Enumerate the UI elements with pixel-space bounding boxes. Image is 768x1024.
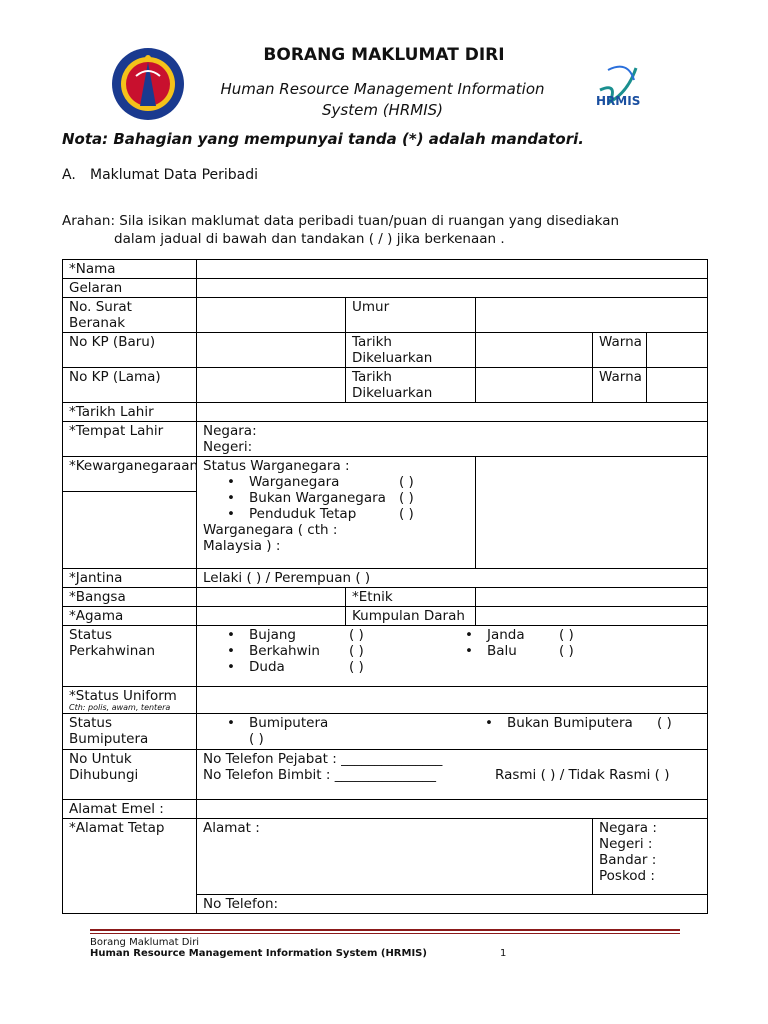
option-bumiputera-label: Bumiputera: [249, 715, 329, 731]
perkahwinan-options: [197, 626, 708, 687]
hrmis-logo-text: HRMIS: [596, 94, 641, 108]
checkbox-bumiputera[interactable]: ( ): [249, 731, 264, 747]
option-duda-label: Duda: [249, 659, 285, 675]
tempat-lahir-negara: Negara:: [203, 423, 257, 439]
option-warganegara[interactable]: • Warganegara ( ): [227, 474, 414, 490]
checkbox-berkahwin[interactable]: ( ): [349, 643, 364, 659]
option-bujang[interactable]: • Bujang ( ): [227, 627, 364, 643]
alamat-negeri: Negeri :: [599, 836, 653, 852]
label-warna-baru: Warna: [593, 333, 647, 368]
option-janda-label: Janda: [487, 627, 525, 643]
option-janda[interactable]: • Janda ( ): [465, 627, 574, 643]
label-warna-lama: Warna: [593, 368, 647, 403]
tempat-lahir-negeri: Negeri:: [203, 439, 253, 455]
kewarganegaraan-empty: [476, 457, 708, 569]
checkbox-duda[interactable]: ( ): [349, 659, 364, 675]
label-jantina: *Jantina: [63, 569, 197, 588]
input-tarikh-dikeluarkan-lama[interactable]: [476, 368, 593, 403]
label-surat-beranak: No. Surat Beranak: [63, 298, 197, 333]
footer-doc-title: Borang Maklumat Diri: [90, 937, 200, 948]
status-warganegara-label: Status Warganegara :: [203, 458, 350, 474]
input-agama[interactable]: [197, 607, 346, 626]
footer-rule-thin: [90, 933, 680, 934]
tel-pejabat-field[interactable]: No Telefon Pejabat : _______________: [203, 751, 443, 767]
checkbox-bukan-warganegara[interactable]: ( ): [399, 490, 414, 506]
page-number: 1: [500, 948, 507, 959]
input-kumpulan-darah[interactable]: [476, 607, 708, 626]
option-bukan-warganegara-label: Bukan Warganegara: [249, 490, 386, 506]
label-nama: *Nama: [63, 260, 197, 279]
option-bukan-bumiputera[interactable]: • Bukan Bumiputera ( ): [485, 715, 672, 731]
label-tempat-lahir: *Tempat Lahir: [63, 422, 197, 457]
input-status-uniform[interactable]: [197, 687, 708, 714]
input-no-telefon[interactable]: No Telefon:: [197, 895, 708, 914]
tel-bimbit-field[interactable]: No Telefon Bimbit : _______________: [203, 767, 436, 783]
label-kumpulan-darah: Kumpulan Darah: [346, 607, 476, 626]
label-kp-baru: No KP (Baru): [63, 333, 197, 368]
option-bujang-label: Bujang: [249, 627, 296, 643]
checkbox-balu[interactable]: ( ): [559, 643, 574, 659]
input-tarikh-lahir[interactable]: [197, 403, 708, 422]
footer-rule: [90, 929, 680, 931]
checkbox-janda[interactable]: ( ): [559, 627, 574, 643]
input-bangsa[interactable]: [197, 588, 346, 607]
input-tempat-lahir[interactable]: [197, 422, 708, 457]
section-heading: [62, 167, 258, 183]
checkbox-warganegara[interactable]: ( ): [399, 474, 414, 490]
personal-data-table: [62, 259, 708, 914]
instructions: [62, 212, 619, 248]
option-bukan-warganegara[interactable]: • Bukan Warganegara ( ): [227, 490, 414, 506]
input-kp-baru[interactable]: [197, 333, 346, 368]
warganegara-country-label: Warganegara ( cth : Malaysia ) :: [203, 522, 338, 554]
bumiputera-options: [197, 714, 708, 750]
subtitle-line-2: System (HRMIS): [322, 101, 443, 119]
option-balu-label: Balu: [487, 643, 517, 659]
label-umur: Umur: [346, 298, 476, 333]
input-alamat-emel[interactable]: [197, 800, 708, 819]
option-penduduk-tetap-label: Penduduk Tetap: [249, 506, 357, 522]
instructions-line-1: Arahan: Sila isikan maklumat data peribadi tuan/puan di ruangan yang disediakan: [62, 213, 620, 229]
rasmi-options[interactable]: Rasmi ( ) / Tidak Rasmi ( ): [495, 767, 670, 783]
input-tarikh-dikeluarkan-baru[interactable]: [476, 333, 593, 368]
alamat-details: [593, 819, 708, 895]
label-alamat-tetap: *Alamat Tetap: [63, 819, 197, 914]
label-gelaran: Gelaran: [63, 279, 197, 298]
label-no-dihubungi: No Untuk Dihubungi: [63, 750, 197, 800]
label-tarikh-lahir: *Tarikh Lahir: [63, 403, 197, 422]
label-status-bumiputera: Status Bumiputera: [63, 714, 197, 750]
jantina-options[interactable]: Lelaki ( ) / Perempuan ( ): [197, 569, 708, 588]
label-bangsa: *Bangsa: [63, 588, 197, 607]
option-bukan-bumiputera-label: Bukan Bumiputera: [507, 715, 633, 731]
label-kewarganegaraan-cell: [63, 457, 197, 569]
label-tarikh-dikeluarkan-lama: Tarikh Dikeluarkan: [346, 368, 476, 403]
footer-system-name: Human Resource Management Information System (HRMIS): [90, 948, 427, 959]
instructions-line-2: dalam jadual di bawah dan tandakan ( / ) jika berkenaan .: [114, 231, 505, 247]
alamat-negara: Negara :: [599, 820, 657, 836]
label-agama: *Agama: [63, 607, 197, 626]
label-status-uniform: *Status Uniform: [69, 688, 177, 704]
label-etnik: *Etnik: [346, 588, 476, 607]
option-penduduk-tetap[interactable]: • Penduduk Tetap ( ): [227, 506, 414, 522]
checkbox-bukan-bumiputera[interactable]: ( ): [657, 715, 672, 731]
input-nama[interactable]: [197, 260, 708, 279]
label-tarikh-dikeluarkan-baru: Tarikh Dikeluarkan: [346, 333, 476, 368]
option-bumiputera[interactable]: • Bumiputera: [227, 715, 329, 731]
option-duda[interactable]: • Duda ( ): [227, 659, 364, 675]
label-status-perkahwinan: Status Perkahwinan: [63, 626, 197, 687]
input-kp-lama[interactable]: [197, 368, 346, 403]
alamat-poskod: Poskod :: [599, 868, 655, 884]
label-status-uniform-cell: [63, 687, 197, 714]
form-subtitle: [195, 79, 570, 121]
section-label: A.: [62, 167, 76, 183]
uniform-note: Cth: polis, awam, tentera: [69, 703, 171, 712]
input-warna-lama[interactable]: [647, 368, 708, 403]
input-warna-baru[interactable]: [647, 333, 708, 368]
kewarganegaraan-options: [197, 457, 476, 569]
option-berkahwin[interactable]: • Berkahwin ( ): [227, 643, 364, 659]
subtitle-line-1: Human Resource Management Information: [220, 80, 545, 98]
input-surat-beranak[interactable]: [197, 298, 346, 333]
checkbox-penduduk-tetap[interactable]: ( ): [399, 506, 414, 522]
input-umur[interactable]: [476, 298, 708, 333]
label-kp-lama: No KP (Lama): [63, 368, 197, 403]
section-title: Maklumat Data Peribadi: [90, 167, 259, 183]
mandatory-note: Nota: Bahagian yang mempunyai tanda (*) adalah mandatori.: [62, 130, 584, 148]
no-dihubungi-fields: [197, 750, 708, 800]
input-gelaran[interactable]: [197, 279, 708, 298]
input-alamat[interactable]: Alamat :: [197, 819, 593, 895]
option-warganegara-label: Warganegara: [249, 474, 340, 490]
input-etnik[interactable]: [476, 588, 708, 607]
label-kewarganegaraan: *Kewarganegaraan: [63, 457, 196, 492]
checkbox-bujang[interactable]: ( ): [349, 627, 364, 643]
option-berkahwin-label: Berkahwin: [249, 643, 320, 659]
label-alamat-emel: Alamat Emel :: [63, 800, 197, 819]
option-balu[interactable]: • Balu ( ): [465, 643, 574, 659]
alamat-bandar: Bandar :: [599, 852, 657, 868]
form-title: BORANG MAKLUMAT DIRI: [263, 45, 505, 65]
